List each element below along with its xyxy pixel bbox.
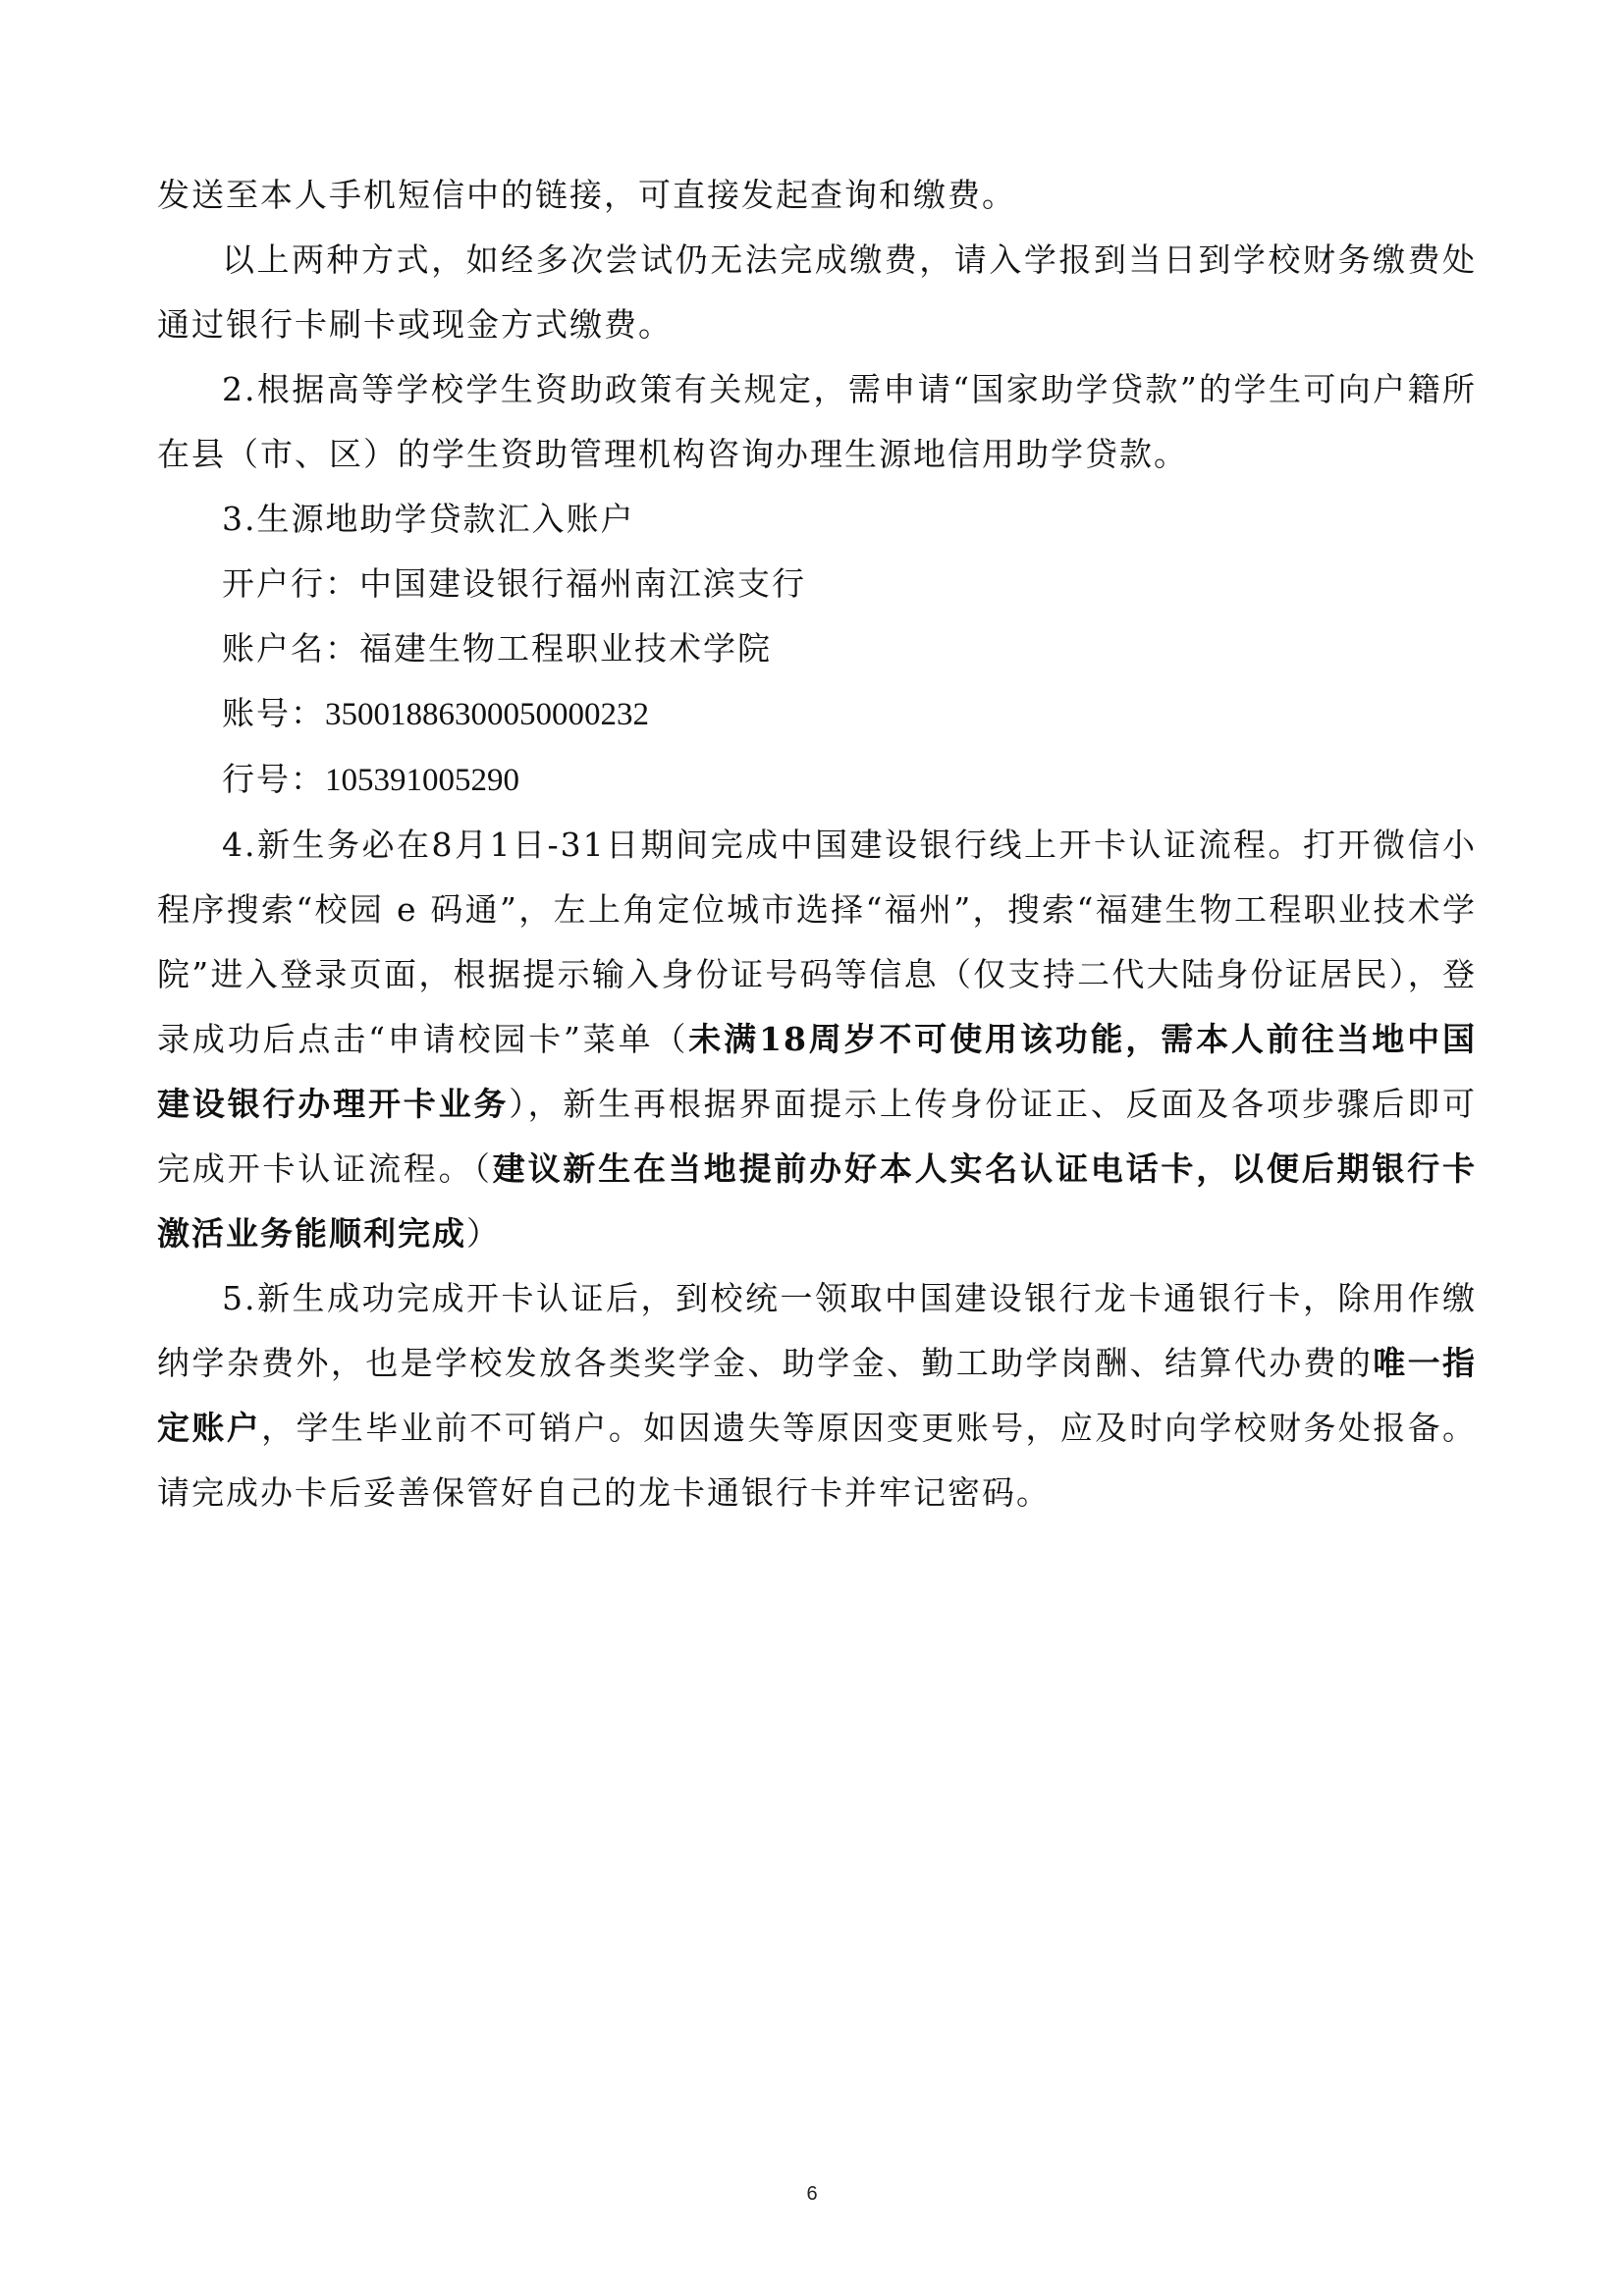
account-name-value: 福建生物工程职业技术学院 xyxy=(359,629,772,667)
paragraph-card-usage xyxy=(157,1266,1477,1525)
paragraph-sms-link-text: 发送至本人手机短信中的链接，可直接发起查询和缴费。 xyxy=(157,176,1016,214)
account-name-label: 账户名： xyxy=(222,629,359,667)
paragraph-loan-account-heading xyxy=(157,487,1477,552)
bank-code-label: 行号： xyxy=(222,760,325,798)
page-number: 6 xyxy=(806,2183,818,2205)
bank-line xyxy=(157,552,1477,616)
bank-code-value: 105391005290 xyxy=(325,763,519,798)
account-name-line xyxy=(157,616,1477,681)
paragraph-student-loan xyxy=(157,357,1477,487)
bank-code-line xyxy=(157,747,1477,813)
card-activation-suggestion: 建议新生在当地提前办好本人实名认证电话卡，以便后期银行卡激活业务能顺利完成 xyxy=(157,1149,1478,1253)
document-body xyxy=(157,163,1477,1525)
bank-label: 开户行： xyxy=(222,564,359,603)
card-usage-designated-account: 唯一指定账户 xyxy=(157,1344,1478,1447)
card-activation-text-3: ） xyxy=(466,1214,501,1253)
account-number-label: 账号： xyxy=(222,694,325,732)
card-usage-text-2: ，学生毕业前不可销户。如因遗失等原因变更账号，应及时向学校财务处报备。请完成办卡后妥善保管好自己的龙卡通银行卡并牢记密码。 xyxy=(157,1409,1478,1512)
account-number-value: 35001886300050000232 xyxy=(325,697,649,732)
loan-account-heading-text: 3.生源地助学贷款汇入账户 xyxy=(222,500,635,538)
paragraph-alternative-payment xyxy=(157,228,1477,357)
paragraph-card-activation xyxy=(157,813,1477,1266)
paragraph-alternative-payment-text: 以上两种方式，如经多次尝试仍无法完成缴费，请入学报到当日到学校财务缴费处通过银行卡刷卡或现金方式缴费。 xyxy=(157,240,1477,344)
account-number-line xyxy=(157,681,1477,747)
card-activation-text-1: 4.新生务必在8月1日-31日期间完成中国建设银行线上开卡认证流程。打开微信小程序搜索“校园 e 码通”，左上角定位城市选择“福州”，搜索“福建生物工程职业技术学院”进入登录页面，根据提示输入身份证号码等信息（仅支持二代大陆身份证居民），登录成功后点击“申请校园卡”菜单（ xyxy=(157,826,1477,1058)
card-activation-age-warning: 未满18周岁不可使用该功能，需本人前往当地中国建设银行办理开卡业务 xyxy=(157,1020,1477,1123)
paragraph-student-loan-text: 2.根据高等学校学生资助政策有关规定，需申请“国家助学贷款”的学生可向户籍所在县（市、区）的学生资助管理机构咨询办理生源地信用助学贷款。 xyxy=(157,370,1477,473)
card-activation-text-2: ），新生再根据界面提示上传身份证正、反面及各项步骤后即可完成开卡认证流程。（ xyxy=(157,1085,1478,1188)
paragraph-sms-link xyxy=(157,163,1477,228)
card-usage-text-1: 5.新生成功完成开卡认证后，到校统一领取中国建设银行龙卡通银行卡，除用作缴纳学杂费外，也是学校发放各类奖学金、助学金、勤工助学岗酬、结算代办费的 xyxy=(157,1279,1477,1382)
bank-value: 中国建设银行福州南江滨支行 xyxy=(359,564,806,603)
